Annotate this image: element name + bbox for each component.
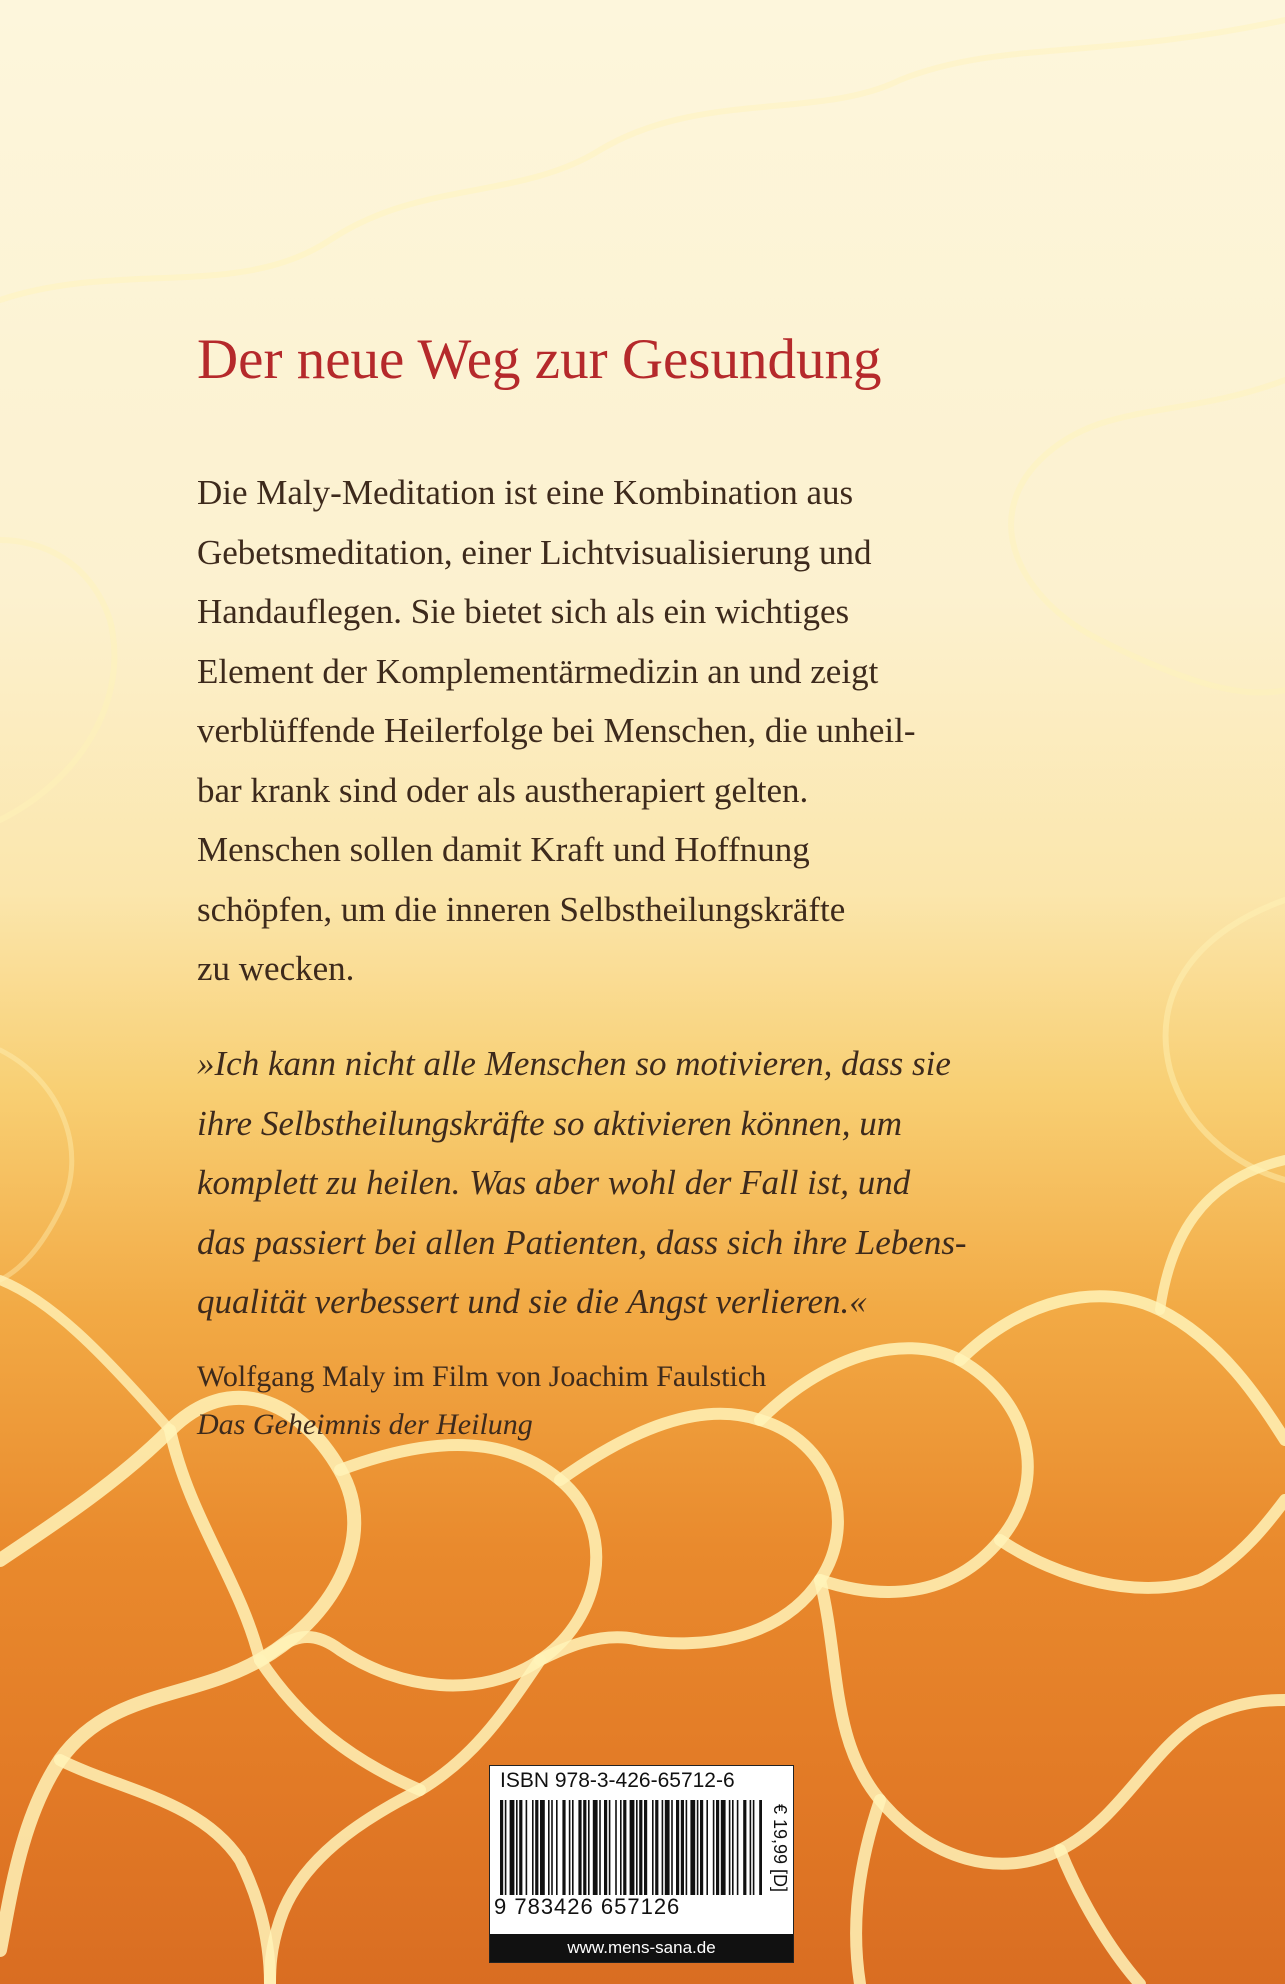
barcode-bar bbox=[713, 1800, 715, 1895]
barcode-bar bbox=[644, 1800, 647, 1895]
blurb-line: Die Maly-Meditation ist eine Kombination aus bbox=[197, 473, 854, 512]
barcode-bar bbox=[526, 1800, 528, 1895]
quote-line: ihre Selbstheilungskräfte so aktivieren können, um bbox=[197, 1103, 903, 1143]
barcode-bar bbox=[599, 1800, 601, 1895]
barcode-bar bbox=[655, 1800, 658, 1895]
barcode-bars bbox=[500, 1800, 762, 1895]
barcode-bar bbox=[665, 1800, 670, 1895]
quote-line: »Ich kann nicht alle Menschen so motivieren, dass sie bbox=[197, 1044, 951, 1083]
barcode-bar bbox=[551, 1800, 553, 1895]
barcode-bar bbox=[548, 1800, 550, 1895]
blurb-line: Gebetsmeditation, einer Lichtvisualisierung und bbox=[197, 532, 872, 572]
barcode-bar bbox=[706, 1800, 708, 1895]
barcode-bar bbox=[604, 1800, 607, 1895]
barcode-bar bbox=[759, 1800, 762, 1895]
barcode-bar bbox=[732, 1800, 734, 1895]
price-label: € 19,99 [D] bbox=[770, 1804, 790, 1893]
barcode-bar bbox=[639, 1800, 642, 1895]
blurb-line: bar krank sind oder als austherapiert gelten. bbox=[197, 770, 809, 810]
attribution-film-title: Das Geheimnis der Heilung bbox=[197, 1408, 533, 1441]
barcode-bar bbox=[753, 1800, 755, 1895]
barcode-bar bbox=[697, 1800, 699, 1895]
blurb-line: zu wecken. bbox=[197, 949, 355, 988]
barcode-bar bbox=[676, 1800, 679, 1895]
publisher-website: www.mens-sana.de bbox=[490, 1934, 793, 1962]
barcode-bar bbox=[569, 1800, 571, 1895]
barcode-bar bbox=[671, 1800, 673, 1895]
barcode-bar bbox=[630, 1800, 635, 1895]
blurb-line: schöpfen, um die inneren Selbstheilungskräfte bbox=[197, 889, 846, 929]
barcode-bar bbox=[540, 1800, 545, 1895]
blurb-line: Element der Komplementärmedizin an und zeigt bbox=[197, 651, 879, 691]
quote-line: komplett zu heilen. Was aber wohl der Fall ist, und bbox=[197, 1163, 911, 1202]
barcode-bar bbox=[510, 1800, 515, 1895]
quote-block bbox=[197, 1034, 1097, 1332]
blurb-line: verblüffende Heilerfolge bei Menschen, die unheil- bbox=[197, 711, 916, 750]
barcode-bar bbox=[700, 1800, 703, 1895]
barcode-bar bbox=[562, 1800, 565, 1895]
barcode-bar bbox=[743, 1800, 746, 1895]
barcode-bar bbox=[593, 1800, 598, 1895]
barcode-block bbox=[489, 1765, 794, 1963]
barcode-bar bbox=[620, 1800, 622, 1895]
barcode-bar bbox=[729, 1800, 731, 1895]
barcode-bar bbox=[721, 1800, 726, 1895]
barcode-bar bbox=[690, 1800, 695, 1895]
blurb-line: Menschen sollen damit Kraft und Hoffnung bbox=[197, 830, 810, 869]
cover-headline: Der neue Weg zur Gesundung bbox=[197, 328, 882, 391]
attribution-author: Wolfgang Maly im Film von Joachim Faulstich bbox=[197, 1360, 767, 1393]
barcode-bar bbox=[652, 1800, 654, 1895]
barcode-bar bbox=[681, 1800, 684, 1895]
blurb-paragraph bbox=[197, 463, 1097, 999]
barcode-bar bbox=[750, 1800, 752, 1895]
barcode-bar bbox=[615, 1800, 617, 1895]
barcode-bar bbox=[505, 1800, 507, 1895]
ean-digits: 9 783426 657126 bbox=[494, 1894, 681, 1919]
isbn-label: ISBN 978-3-426-65712-6 bbox=[500, 1769, 735, 1792]
barcode-bar bbox=[636, 1800, 638, 1895]
barcode-bar bbox=[500, 1800, 503, 1895]
barcode-bar bbox=[716, 1800, 719, 1895]
barcode-bar bbox=[686, 1800, 688, 1895]
barcode-bar bbox=[737, 1800, 739, 1895]
quote-attribution bbox=[197, 1353, 1097, 1449]
barcode-bar bbox=[535, 1800, 538, 1895]
barcode-bar bbox=[588, 1800, 590, 1895]
barcode-bar bbox=[583, 1800, 586, 1895]
barcode-bar bbox=[609, 1800, 611, 1895]
barcode-bar bbox=[519, 1800, 522, 1895]
quote-line: qualität verbessert und sie die Angst verlieren.« bbox=[197, 1282, 867, 1321]
blurb-line: Handauflegen. Sie bietet sich als ein wichtiges bbox=[197, 592, 850, 631]
barcode-bar bbox=[572, 1800, 574, 1895]
barcode-bar bbox=[516, 1800, 518, 1895]
barcode-bar bbox=[578, 1800, 581, 1895]
barcode-bar bbox=[556, 1800, 558, 1895]
barcode-bar bbox=[532, 1800, 534, 1895]
quote-line: das passiert bei allen Patienten, dass sich ihre Lebens- bbox=[197, 1222, 967, 1262]
barcode-bar bbox=[662, 1800, 664, 1895]
barcode-bar bbox=[623, 1800, 626, 1895]
